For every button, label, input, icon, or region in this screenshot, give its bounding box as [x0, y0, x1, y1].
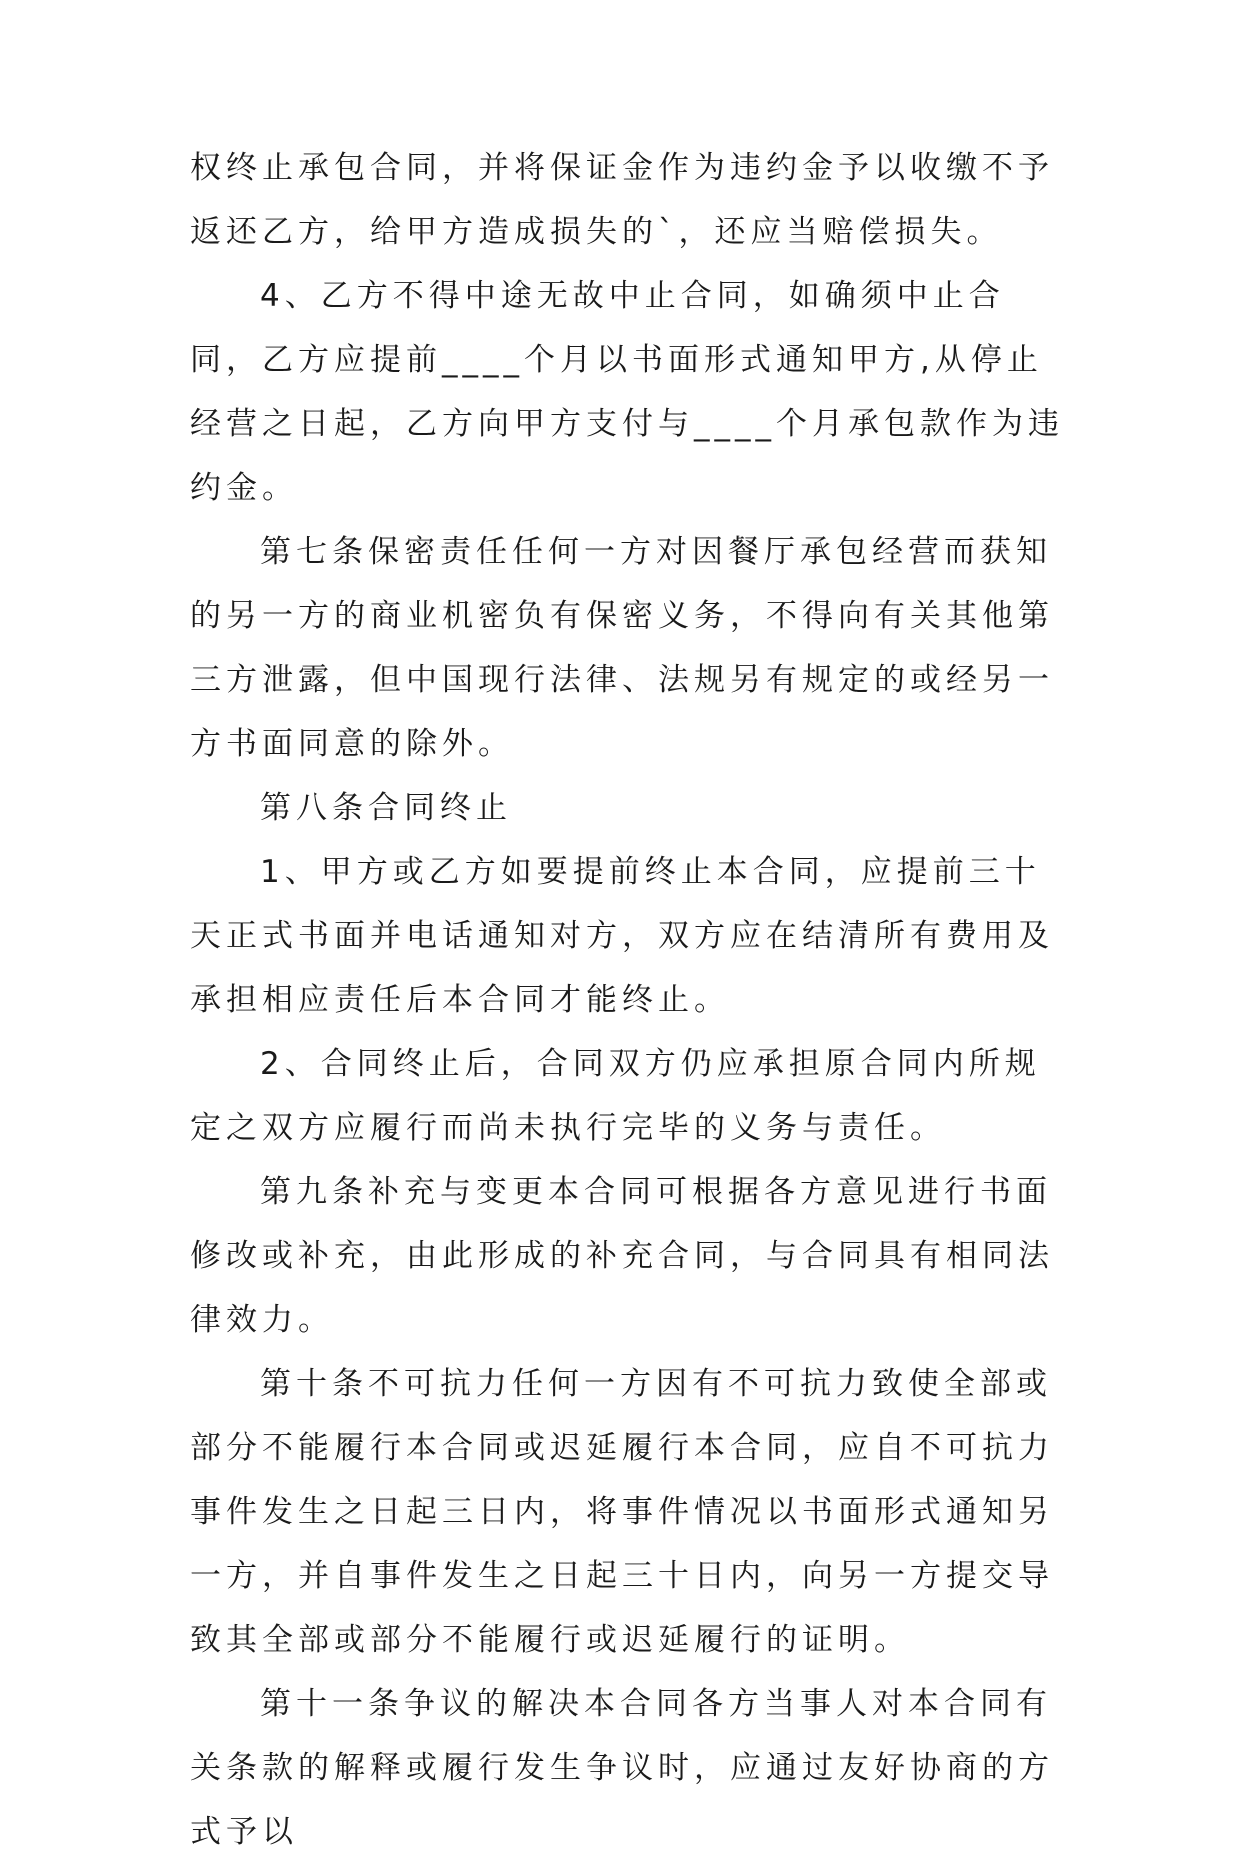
paragraph-article-9: 第九条补充与变更本合同可根据各方意见进行书面修改或补充，由此形成的补充合同，与合同具有相同法律效力。	[190, 1174, 1054, 1338]
paragraph-article-10: 第十条不可抗力任何一方因有不可抗力致使全部或部分不能履行本合同或迟延履行本合同，应自不可抗力事件发生之日起三日内，将事件情况以书面形式通知另一方，并自事件发生之日起三十日内，向另一方提交导致其全部或部分不能履行或迟延履行的证明。	[190, 1366, 1054, 1658]
paragraph-continuation: 权终止承包合同，并将保证金作为违约金予以收缴不予返还乙方，给甲方造成损失的`，还应当赔偿损失。	[190, 150, 1054, 250]
paragraph-article-11: 第十一条争议的解决本合同各方当事人对本合同有关条款的解释或履行发生争议时，应通过友好协商的方式予以	[190, 1686, 1054, 1850]
paragraph-article-8-clause-2: 2、合同终止后，合同双方仍应承担原合同内所规定之双方应履行而尚未执行完毕的义务与责任。	[190, 1046, 1041, 1146]
paragraph-article-7: 第七条保密责任任何一方对因餐厅承包经营而获知的另一方的商业机密负有保密义务，不得向有关其他第三方泄露，但中国现行法律、法规另有规定的或经另一方书面同意的除外。	[190, 534, 1054, 762]
paragraph-article-8-heading: 第八条合同终止	[260, 790, 512, 826]
contract-text	[190, 136, 1066, 1864]
paragraph-article-8-clause-1: 1、甲方或乙方如要提前终止本合同，应提前三十天正式书面并电话通知对方，双方应在结清所有费用及承担相应责任后本合同才能终止。	[190, 854, 1054, 1018]
paragraph-clause-4: 4、乙方不得中途无故中止合同，如确须中止合同，乙方应提前____个月以书面形式通知甲方,从停止经营之日起，乙方向甲方支付与____个月承包款作为违约金。	[190, 278, 1064, 506]
